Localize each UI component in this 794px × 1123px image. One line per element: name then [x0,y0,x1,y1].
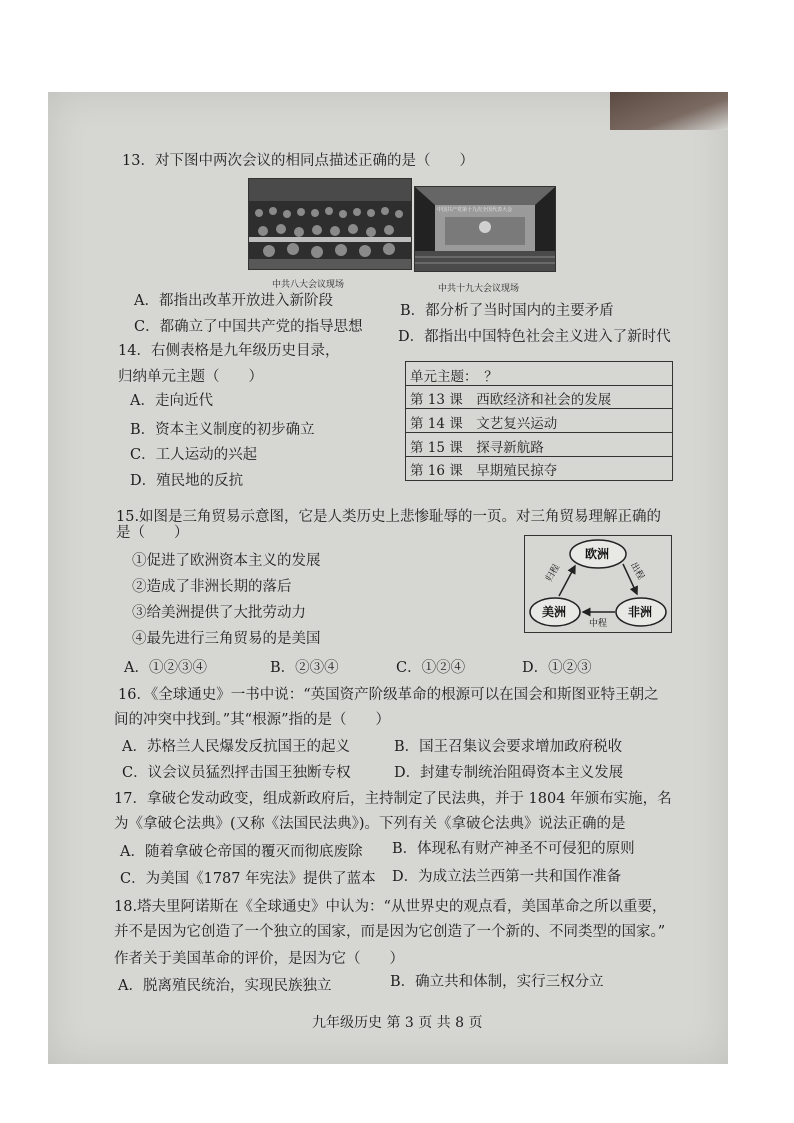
label-middle-leg: 中程 [589,619,608,629]
q15-option-d: D．①②③ [522,660,592,676]
q15-item-3: ③给美洲提供了大批劳动力 [132,605,306,621]
background-desk [610,92,728,130]
q15-option-b: B．②③④ [270,660,339,676]
table-row-lesson-14: 第 14 课 文艺复兴运动 [410,416,558,432]
q14-option-a: A．走向近代 [130,393,213,409]
caption-eighth-congress: 中共八大会议现场 [272,280,345,290]
q15-option-a: A．①②③④ [124,660,207,676]
label-return-leg: 归程 [544,562,563,584]
q13-option-b: B．都分析了当时国内的主要矛盾 [400,303,614,319]
table-row-lesson-16: 第 16 课 早期殖民掠夺 [410,463,558,479]
q15-option-c: C．①②④ [396,660,466,676]
q15-item-2: ②造成了非洲长期的落后 [132,579,292,595]
q14-stem-2: 归纳单元主题（ ） [118,369,263,385]
q15-stem-2: 是（ ） [116,525,189,541]
triangle-trade-diagram [524,535,672,633]
node-europe: 欧洲 [585,547,610,561]
table-divider [406,408,672,409]
q13-option-a: A．都指出改革开放进入新阶段 [134,293,333,309]
table-row-lesson-15: 第 15 课 探寻新航路 [410,440,544,456]
banner-text: 中国共产党第十九次全国代表大会 [437,207,513,213]
caption-nineteenth-congress: 中共十九大会议现场 [438,284,520,294]
q13-option-c: C．都确立了中国共产党的指导思想 [134,319,363,335]
q16-option-c: C．议会议员猛烈抨击国王独断专权 [122,765,351,781]
q18-stem-3: 作者关于美国革命的评价，是因为它（ ） [114,951,404,967]
q14-option-d: D．殖民地的反抗 [130,473,244,489]
q15-item-1: ①促进了欧洲资本主义的发展 [132,553,321,569]
q18-option-a: A．脱离殖民统治，实现民族独立 [118,978,332,994]
table-row-lesson-13: 第 13 课 西欧经济和社会的发展 [410,392,612,408]
q13-stem: 13．对下图中两次会议的相同点描述正确的是（ ） [122,153,474,169]
q18-stem-2: 并不是因为它创造了一个独立的国家，而是因为它创造了一个新的、不同类型的国家。” [114,924,666,940]
q16-stem-1: 16．《全球通史》一书中说：“英国资产阶级革命的根源可以在国会和斯图亚特王朝之 [118,687,659,703]
node-america: 美洲 [542,605,567,619]
q14-stem-1: 14．右侧表格是九年级历史目录， [118,343,340,359]
table-divider [406,456,672,457]
q17-option-b: B．体现私有财产神圣不可侵犯的原则 [392,841,635,857]
q14-option-c: C．工人运动的兴起 [130,447,258,463]
q17-option-c: C．为美国《1787 年宪法》提供了蓝本 [120,871,376,887]
q14-option-b: B．资本主义制度的初步确立 [130,422,315,438]
q15-stem-1: 15.如图是三角贸易示意图，它是人类历史上悲惨耻辱的一页。对三角贸易理解正确的 [116,509,662,525]
label-outbound-leg: 出程 [627,560,646,582]
q17-stem-1: 17．拿破仑发动政变，组成新政府后，主持制定了民法典，并于 1804 年颁布实施，名 [114,791,672,807]
congress-crowd-image [249,179,411,269]
q14-contents-table [405,361,673,481]
q16-option-d: D．封建专制统治阻碍资本主义发展 [394,765,624,781]
table-row-theme: 单元主题： ？ [410,369,498,385]
node-africa: 非洲 [628,605,653,619]
q18-option-b: B．确立共和体制，实行三权分立 [390,974,604,990]
q16-option-a: A．苏格兰人民爆发反抗国王的起义 [122,739,350,755]
q17-option-d: D．为成立法兰西第一共和国作准备 [392,869,622,885]
congress-hall-image [415,187,555,271]
q13-option-d: D．都指出中国特色社会主义进入了新时代 [398,329,671,345]
q16-stem-2: 间的冲突中找到。”其“根源”指的是（ ） [114,712,390,728]
page-footer: 九年级历史 第 3 页 共 8 页 [312,1015,483,1031]
photo-eighth-congress [248,178,412,270]
q17-stem-2: 为《拿破仑法典》(又称《法国民法典》)。下列有关《拿破仑法典》说法正确的是 [114,816,626,832]
table-divider [406,385,672,386]
photo-nineteenth-congress [414,186,556,272]
q15-item-4: ④最先进行三角贸易的是美国 [132,631,321,647]
q17-option-a: A．随着拿破仑帝国的覆灭而彻底废除 [120,844,363,860]
table-divider [406,432,672,433]
q18-stem-1: 18.塔夫里阿诺斯在《全球通史》中认为：“从世界史的观点看，美国革命之所以重要， [114,899,667,915]
q16-option-b: B．国王召集议会要求增加政府税收 [394,739,623,755]
